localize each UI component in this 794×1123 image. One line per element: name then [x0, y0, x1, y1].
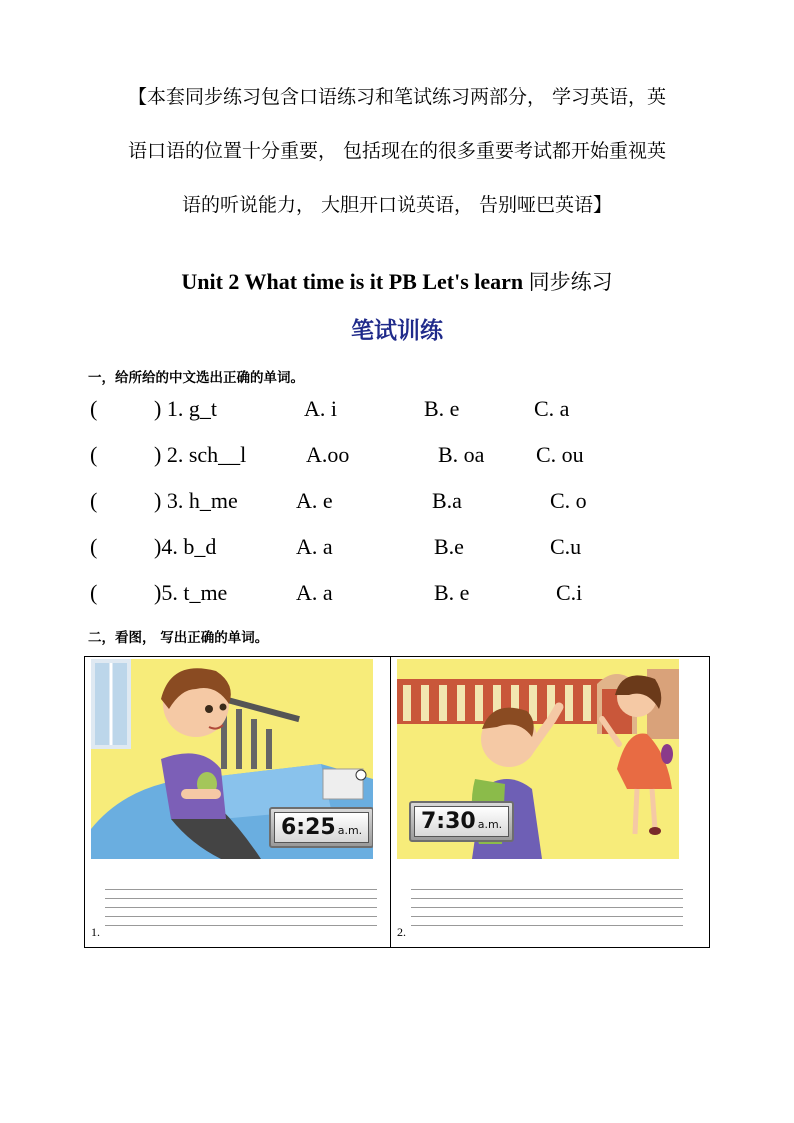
option-b: B. e [434, 580, 470, 605]
picture-cell-1 [85, 657, 390, 947]
option-a: A.oo [306, 442, 350, 467]
question-item: )4. b_d [154, 534, 217, 559]
intro-line: 【本套同步练习包含口语练习和笔试练习两部分， 学习英语，英 [127, 86, 667, 108]
option-b: B. e [424, 396, 460, 421]
answer-blank-paren: ( [90, 442, 98, 467]
picture-cell-2 [391, 657, 696, 947]
page-subtitle: 笔试训练 [351, 318, 443, 344]
question-item: ) 2. sch__l [154, 442, 247, 467]
question-row [90, 488, 710, 518]
question-item: ) 1. g_t [154, 396, 217, 421]
option-b: B.e [434, 534, 464, 559]
clock-time: 6:25 [281, 815, 336, 840]
picture-number: 2. [397, 925, 406, 939]
option-c: C. a [534, 396, 570, 421]
answer-blank-paren: ( [90, 534, 98, 559]
question-row [90, 580, 710, 610]
option-a: A. i [304, 396, 337, 421]
option-a: A. a [296, 534, 333, 559]
intro-line: 语口语的位置十分重要， 包括现在的很多重要考试都开始重视英 [127, 140, 667, 162]
title-english: Unit 2 What time is it PB Let's learn [181, 269, 529, 294]
question-item: ) 3. h_me [154, 488, 238, 513]
intro-paragraph [80, 70, 714, 232]
option-b: B. oa [438, 442, 485, 467]
question-item: )5. t_me [154, 580, 228, 605]
picture-number: 1. [91, 925, 100, 939]
boy-bedroom-illustration [91, 659, 373, 859]
clock-time: 7:30 [421, 809, 476, 834]
answer-blank-paren: ( [90, 396, 98, 421]
section-2-heading: 二，看图， 写出正确的单词。 [88, 630, 269, 646]
answer-lines [105, 889, 377, 934]
option-c: C.i [556, 580, 583, 605]
clock-face [274, 812, 369, 843]
option-c: C.u [550, 534, 582, 559]
option-a: A. a [296, 580, 333, 605]
option-b: B.a [432, 488, 462, 513]
intro-line: 语的听说能力， 大胆开口说英语， 告别哑巴英语】 [181, 194, 613, 216]
clock-display [409, 801, 514, 842]
answer-blank-paren: ( [90, 580, 98, 605]
question-row [90, 534, 710, 564]
option-c: C. o [550, 488, 587, 513]
question-row [90, 396, 710, 426]
option-c: C. ou [536, 442, 584, 467]
clock-face [414, 806, 509, 837]
page-title [0, 266, 794, 296]
answer-lines [411, 889, 683, 934]
title-chinese: 同步练习 [528, 270, 613, 294]
answer-blank-paren: ( [90, 488, 98, 513]
clock-display [269, 807, 373, 848]
clock-suffix: a.m. [337, 824, 363, 837]
clock-suffix: a.m. [477, 818, 503, 831]
kids-waving-illustration [397, 659, 679, 859]
picture-grid [84, 656, 710, 948]
option-a: A. e [296, 488, 333, 513]
section-1-heading: 一，给所给的中文选出正确的单词。 [88, 370, 304, 386]
question-row [90, 442, 710, 472]
